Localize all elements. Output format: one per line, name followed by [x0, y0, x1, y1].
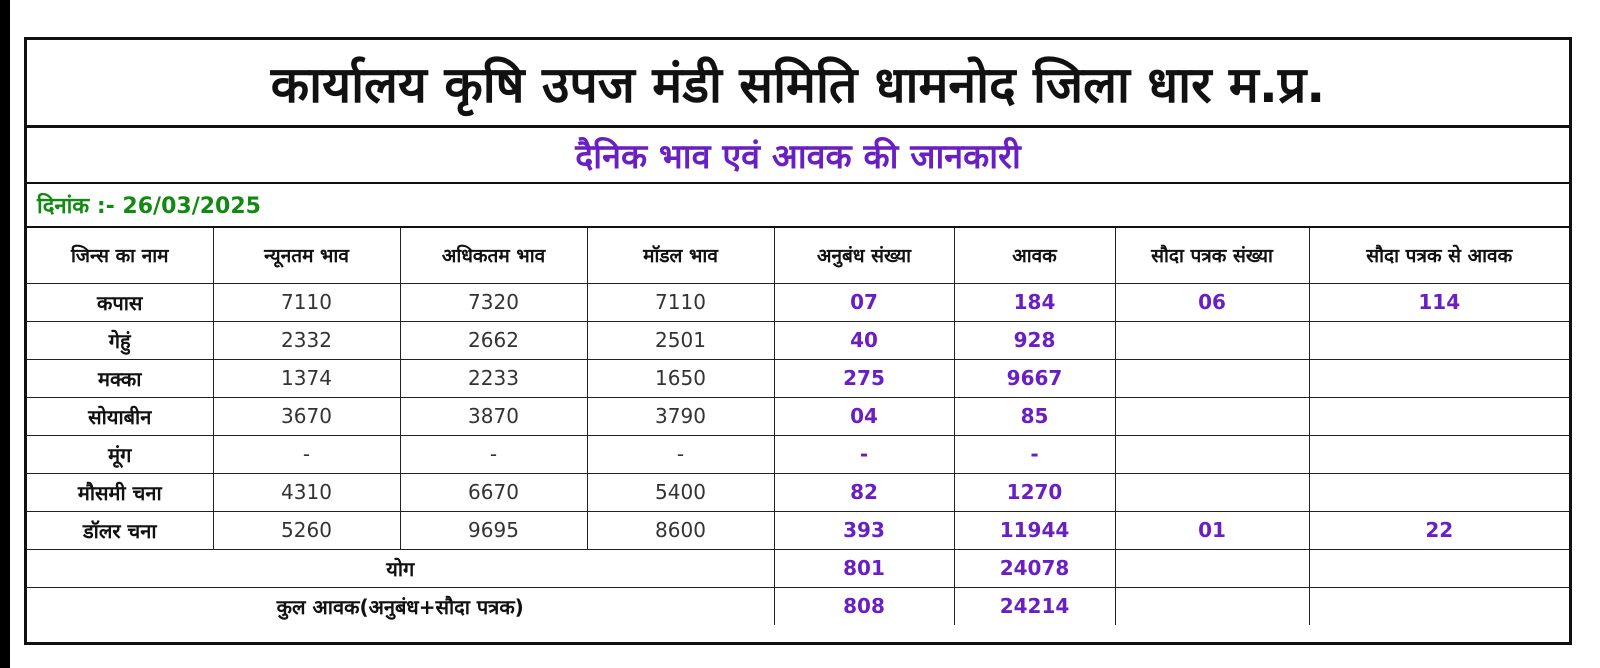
model-price: - — [587, 435, 774, 473]
grand-total-arrivals: 24214 — [954, 587, 1115, 625]
left-edge-bar — [0, 0, 10, 668]
table-row — [27, 397, 1569, 435]
max-price: 2662 — [400, 321, 587, 359]
contract-count: 40 — [774, 321, 954, 359]
min-price: 7110 — [213, 283, 400, 321]
max-price: 6670 — [400, 473, 587, 511]
min-price: 5260 — [213, 511, 400, 549]
total-contracts: 801 — [774, 549, 954, 587]
table-row — [27, 321, 1569, 359]
commodity-name: गेहुं — [27, 321, 213, 359]
commodity-name: सोयाबीन — [27, 397, 213, 435]
slip-count: 06 — [1115, 283, 1309, 321]
total-label: योग — [27, 549, 774, 587]
commodity-name: कपास — [27, 283, 213, 321]
arrivals: 85 — [954, 397, 1115, 435]
contract-count: 82 — [774, 473, 954, 511]
arrivals: 9667 — [954, 359, 1115, 397]
report-subtitle: दैनिक भाव एवं आवक की जानकारी — [27, 128, 1569, 184]
office-title: कार्यालय कृषि उपज मंडी समिति धामनोद जिला धार म.प्र. — [27, 40, 1569, 128]
slip-count — [1115, 435, 1309, 473]
contract-count: 04 — [774, 397, 954, 435]
header-min-price: न्यूनतम भाव — [213, 228, 400, 283]
slip-count — [1115, 321, 1309, 359]
header-commodity: जिन्स का नाम — [27, 228, 213, 283]
header-arrivals: आवक — [954, 228, 1115, 283]
table-row — [27, 511, 1569, 549]
table-row — [27, 473, 1569, 511]
contract-count: - — [774, 435, 954, 473]
min-price: 2332 — [213, 321, 400, 359]
arrivals: - — [954, 435, 1115, 473]
header-model-price: मॉडल भाव — [587, 228, 774, 283]
arrivals: 11944 — [954, 511, 1115, 549]
commodity-name: मूंग — [27, 435, 213, 473]
slip-arrivals — [1309, 473, 1569, 511]
slip-count — [1115, 473, 1309, 511]
table-row — [27, 359, 1569, 397]
min-price: 4310 — [213, 473, 400, 511]
arrivals: 928 — [954, 321, 1115, 359]
commodity-name: मक्का — [27, 359, 213, 397]
header-slip-count: सौदा पत्रक संख्या — [1115, 228, 1309, 283]
commodity-name: मौसमी चना — [27, 473, 213, 511]
model-price: 8600 — [587, 511, 774, 549]
total-arrivals: 24078 — [954, 549, 1115, 587]
min-price: - — [213, 435, 400, 473]
grand-total-slip-count — [1115, 587, 1309, 625]
commodity-name: डॉलर चना — [27, 511, 213, 549]
grand-total-label: कुल आवक(अनुबंध+सौदा पत्रक) — [27, 587, 774, 625]
contract-count: 275 — [774, 359, 954, 397]
grand-total-contracts: 808 — [774, 587, 954, 625]
slip-arrivals — [1309, 359, 1569, 397]
slip-arrivals — [1309, 435, 1569, 473]
slip-count: 01 — [1115, 511, 1309, 549]
table-row — [27, 283, 1569, 321]
contract-count: 393 — [774, 511, 954, 549]
model-price: 7110 — [587, 283, 774, 321]
model-price: 1650 — [587, 359, 774, 397]
slip-count — [1115, 397, 1309, 435]
total-row — [27, 549, 1569, 587]
max-price: 7320 — [400, 283, 587, 321]
table-row — [27, 435, 1569, 473]
min-price: 1374 — [213, 359, 400, 397]
header-max-price: अधिकतम भाव — [400, 228, 587, 283]
header-contract-count: अनुबंध संख्या — [774, 228, 954, 283]
model-price: 3790 — [587, 397, 774, 435]
slip-arrivals — [1309, 397, 1569, 435]
slip-arrivals: 114 — [1309, 283, 1569, 321]
max-price: 3870 — [400, 397, 587, 435]
total-slip-arrivals — [1309, 549, 1569, 587]
contract-count: 07 — [774, 283, 954, 321]
total-slip-count — [1115, 549, 1309, 587]
arrivals: 184 — [954, 283, 1115, 321]
min-price: 3670 — [213, 397, 400, 435]
slip-arrivals: 22 — [1309, 511, 1569, 549]
daily-rates-sheet — [24, 37, 1572, 645]
report-date: दिनांक :- 26/03/2025 — [27, 184, 1569, 228]
header-slip-arrivals: सौदा पत्रक से आवक — [1309, 228, 1569, 283]
header-row — [27, 228, 1569, 283]
max-price: - — [400, 435, 587, 473]
max-price: 2233 — [400, 359, 587, 397]
grand-total-row — [27, 587, 1569, 625]
arrivals: 1270 — [954, 473, 1115, 511]
slip-count — [1115, 359, 1309, 397]
grand-total-slip-arrivals — [1309, 587, 1569, 625]
model-price: 5400 — [587, 473, 774, 511]
slip-arrivals — [1309, 321, 1569, 359]
model-price: 2501 — [587, 321, 774, 359]
rates-table — [27, 228, 1569, 625]
max-price: 9695 — [400, 511, 587, 549]
